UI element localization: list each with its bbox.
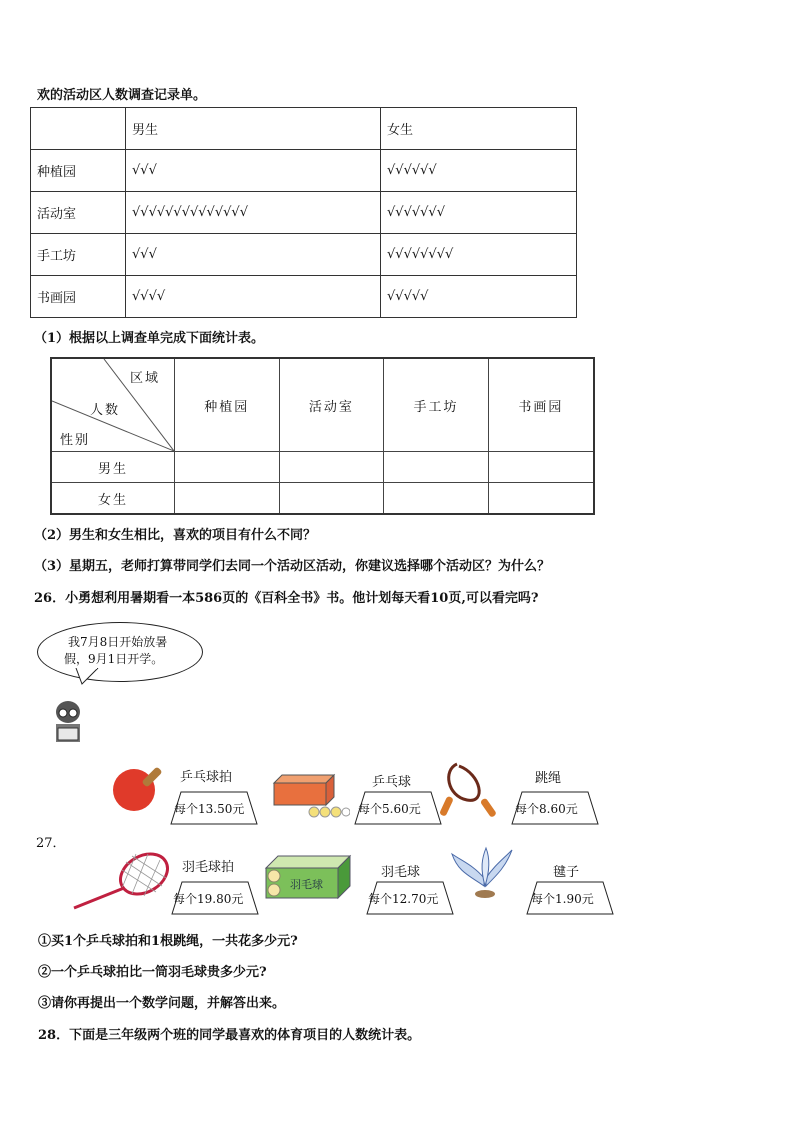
price-racket: 每个19.80元 <box>173 892 244 906</box>
shuttlecock-tube-icon <box>260 852 356 904</box>
intro-text: 欢的活动区人数调查记录单。 <box>37 88 207 103</box>
table-header: 男生 <box>126 108 381 150</box>
tally-cell: √√√√√ <box>381 276 577 318</box>
ping-pong-balls-icon <box>268 773 350 819</box>
tally-cell: √√√√√√√√ <box>381 234 577 276</box>
bubble-line-2: 假，9月1日开学。 <box>64 652 164 666</box>
sub-question-1 <box>38 930 298 949</box>
sub-question-mark: ① <box>38 934 52 949</box>
question-1: （1）根据以上调查单完成下面统计表。 <box>34 331 265 346</box>
question-2: （2）男生和女生相比，喜欢的项目有什么不同？ <box>34 528 317 543</box>
tally-cell: √√√√√√ <box>381 150 577 192</box>
sub-question-text: 一个乒乓球拍比一筒羽毛球贵多少元? <box>51 965 267 980</box>
table-row <box>51 483 594 515</box>
price-balls: 每个5.60元 <box>358 802 421 816</box>
table-row <box>31 192 577 234</box>
item-name-shuttle-tube: 羽毛球 <box>381 865 421 880</box>
tally-cell: √√√ <box>126 150 381 192</box>
problem-27-number: 27． <box>36 836 66 851</box>
blank-cell[interactable] <box>279 452 384 483</box>
price-tag-shuttle-tube <box>362 881 458 915</box>
row-label: 女生 <box>51 483 175 515</box>
speech-bubble-tail <box>70 668 110 688</box>
row-label: 男生 <box>51 452 175 483</box>
diagonal-header-cell <box>51 358 175 452</box>
area-cell: 种植园 <box>31 150 126 192</box>
survey-table <box>30 107 577 318</box>
tally-cell: √√√ <box>126 234 381 276</box>
price-tag-balls <box>350 791 446 825</box>
tally-cell: √√√√ <box>126 276 381 318</box>
table-tennis-paddle-icon <box>106 760 172 816</box>
table-header: 种植园 <box>175 358 280 452</box>
table-row <box>31 234 577 276</box>
tally-cell: √√√√√√√√√√√√√√ <box>126 192 381 234</box>
problem-28: 28．下面是三年级两个班的同学最喜欢的体育项目的人数统计表。 <box>38 1028 421 1043</box>
sub-question-text: 请你再提出一个数学问题，并解答出来。 <box>51 996 286 1011</box>
blank-cell[interactable] <box>279 483 384 515</box>
table-row <box>51 452 594 483</box>
question-3: （3）星期五，老师打算带同学们去同一个活动区活动，你建议选择哪个活动区？为什么？ <box>34 559 551 574</box>
tally-cell: √√√√√√√ <box>381 192 577 234</box>
area-cell: 手工坊 <box>31 234 126 276</box>
table-header: 书画园 <box>488 358 594 452</box>
sub-question-mark: ③ <box>38 996 52 1011</box>
problem-26: 26．小勇想利用暑期看一本586页的《百科全书》书。他计划每天看10页,可以看完吗? <box>34 591 539 606</box>
blank-cell[interactable] <box>175 452 280 483</box>
item-name-rope: 跳绳 <box>535 771 562 786</box>
item-name-paddle: 乒乓球拍 <box>180 770 233 785</box>
table-cell <box>31 108 126 150</box>
price-shuttle-tube: 每个12.70元 <box>368 892 439 906</box>
badminton-racket-icon <box>66 852 174 912</box>
corner-label-area: 区域 <box>130 371 161 386</box>
bubble-line-1: 我7月8日开始放暑 <box>68 635 168 649</box>
table-row <box>31 108 577 150</box>
area-cell: 活动室 <box>31 192 126 234</box>
price-tag-racket <box>167 881 263 915</box>
price-tag-paddle <box>166 791 262 825</box>
tube-label: 羽毛球 <box>290 878 323 891</box>
sub-question-mark: ② <box>38 965 52 980</box>
table-header: 活动室 <box>279 358 384 452</box>
table-header: 手工坊 <box>384 358 489 452</box>
item-name-balls: 乒乓球 <box>372 775 412 790</box>
table-row <box>51 358 594 452</box>
sub-question-text: 买1个乒乓球拍和1根跳绳，一共花多少元? <box>51 934 298 949</box>
blank-cell[interactable] <box>384 452 489 483</box>
blank-cell[interactable] <box>384 483 489 515</box>
sub-question-2 <box>38 961 267 980</box>
price-tag-shuttlecock <box>522 881 618 915</box>
reading-boy-icon <box>48 698 88 746</box>
table-row <box>31 150 577 192</box>
table-header: 女生 <box>381 108 577 150</box>
price-shuttlecock: 每个1.90元 <box>531 892 594 906</box>
blank-cell[interactable] <box>488 483 594 515</box>
area-cell: 书画园 <box>31 276 126 318</box>
price-rope: 每个8.60元 <box>515 802 578 816</box>
sub-question-3 <box>38 992 285 1011</box>
price-tag-rope <box>507 791 603 825</box>
table-row <box>31 276 577 318</box>
blank-cell[interactable] <box>488 452 594 483</box>
shuttlecock-icon <box>450 846 520 904</box>
statistics-table <box>50 357 595 515</box>
jump-rope-icon <box>437 760 505 820</box>
price-paddle: 每个13.50元 <box>174 802 245 816</box>
item-name-shuttlecock: 毽子 <box>553 865 580 880</box>
corner-label-count: 人数 <box>90 403 121 418</box>
blank-cell[interactable] <box>175 483 280 515</box>
item-name-racket: 羽毛球拍 <box>182 860 235 875</box>
corner-label-gender: 性别 <box>60 433 91 448</box>
